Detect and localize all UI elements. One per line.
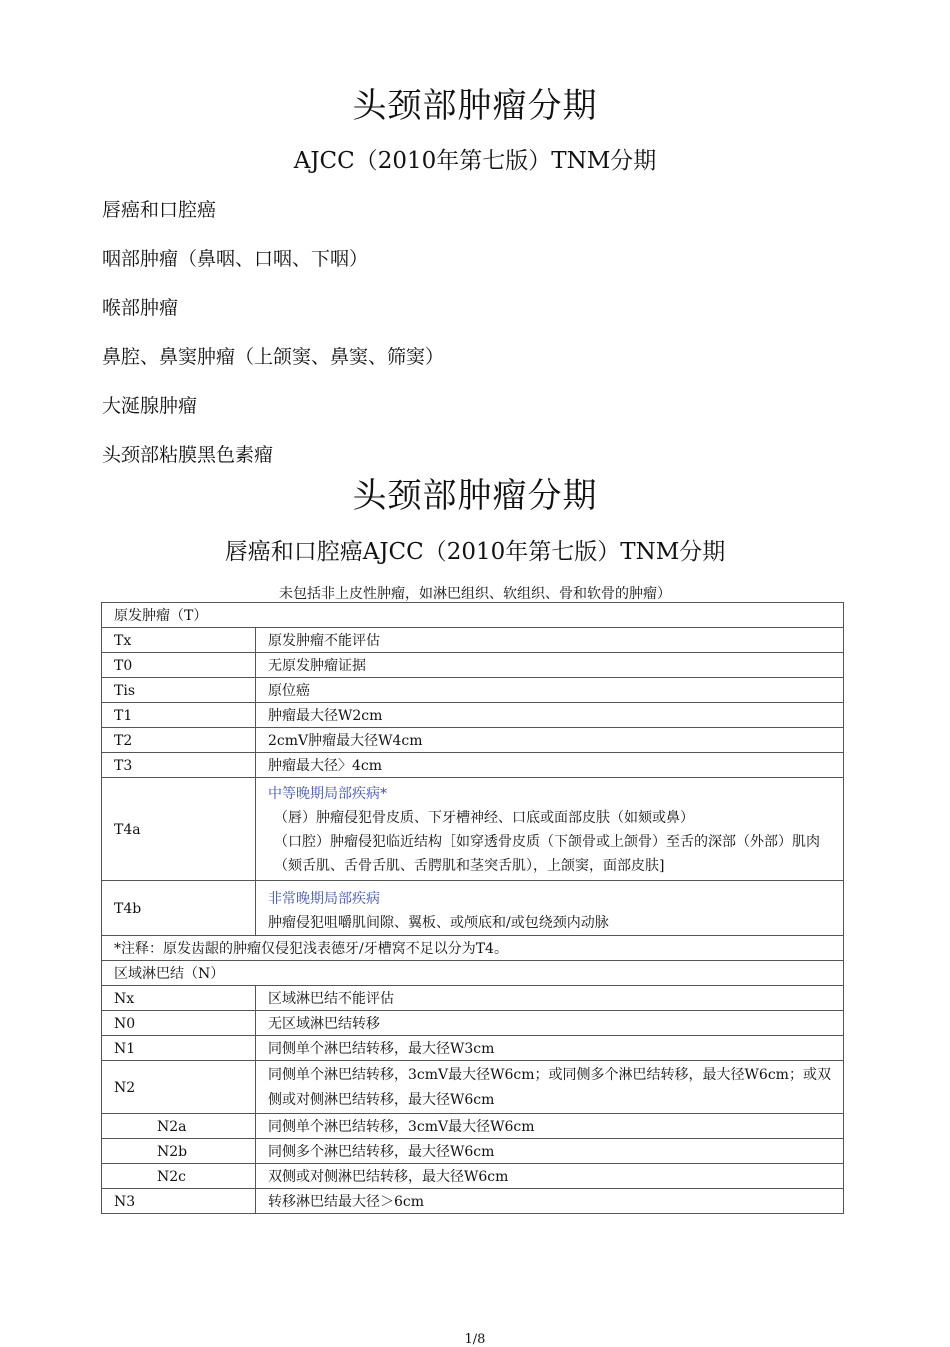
stage-code: N2c	[102, 1164, 256, 1189]
table-row	[102, 653, 844, 678]
t-footnote: *注释：原发齿龈的肿瘤仅侵犯浅表德牙/牙槽窝不足以分为T4。	[102, 936, 844, 961]
stage-description: 无区域淋巴结转移	[256, 1011, 844, 1036]
table-row	[102, 936, 844, 961]
stage-description: 肿瘤最大径W2cm	[256, 703, 844, 728]
stage-description	[256, 881, 844, 936]
stage-code: N0	[102, 1011, 256, 1036]
table-row	[102, 753, 844, 778]
t4a-oral-text: （口腔）肿瘤侵犯临近结构［如穿透骨皮质（下颌骨或上颌骨）至舌的深部（外部）肌肉（颏舌肌、舌骨舌肌、舌腭肌和茎突舌肌），上颌窦，面部皮肤]	[274, 834, 820, 874]
table-row	[102, 881, 844, 936]
stage-description: 肿瘤最大径〉4cm	[256, 753, 844, 778]
stage-code: T3	[102, 753, 256, 778]
table-row	[102, 778, 844, 881]
toc-item: 喉部肿瘤	[102, 297, 179, 319]
stage-code: N2b	[102, 1139, 256, 1164]
stage-code: N1	[102, 1036, 256, 1061]
toc-item: 唇癌和口腔癌	[102, 199, 217, 221]
stage-code: Tis	[102, 678, 256, 703]
stage-code: T1	[102, 703, 256, 728]
exclusion-note: 未包括非上皮性肿瘤，如淋巴组织、软组织、骨和软骨的肿瘤）	[279, 586, 671, 602]
table-row	[102, 986, 844, 1011]
stage-description: 同侧单个淋巴结转移，3cmV最大径W6cm；或同侧多个淋巴结转移，最大径W6cm；或双侧或对侧淋巴结转移，最大径W6cm	[256, 1061, 844, 1114]
table-row	[102, 728, 844, 753]
stage-code: N2a	[102, 1114, 256, 1139]
cover-subtitle: AJCC（2010年第七版）TNM分期	[293, 148, 657, 174]
n-section-header: 区域淋巴结（N）	[102, 961, 844, 986]
stage-description: 转移淋巴结最大径＞6cm	[256, 1189, 844, 1214]
table-row	[102, 1061, 844, 1114]
stage-description: 区域淋巴结不能评估	[256, 986, 844, 1011]
stage-description: 同侧多个淋巴结转移，最大径W6cm	[256, 1139, 844, 1164]
table-row	[102, 961, 844, 986]
stage-code: T2	[102, 728, 256, 753]
stage-description: 无原发肿瘤证据	[256, 653, 844, 678]
stage-description: 同侧单个淋巴结转移，最大径W3cm	[256, 1036, 844, 1061]
page-number: 1/8	[464, 1332, 486, 1347]
toc-item: 大涎腺肿瘤	[102, 395, 198, 417]
table-row	[102, 603, 844, 628]
stage-description: 原发肿瘤不能评估	[256, 628, 844, 653]
stage-description: 同侧单个淋巴结转移，3cmV最大径W6cm	[256, 1114, 844, 1139]
table-row	[102, 1139, 844, 1164]
toc-item: 头颈部粘膜黑色素瘤	[102, 444, 274, 466]
table-row	[102, 1036, 844, 1061]
stage-code: N3	[102, 1189, 256, 1214]
stage-code: T4b	[102, 881, 256, 936]
stage-code: T0	[102, 653, 256, 678]
stage-code: N2	[102, 1061, 256, 1114]
section-subtitle: 唇癌和口腔癌AJCC（2010年第七版）TNM分期	[224, 539, 726, 565]
table-row	[102, 1164, 844, 1189]
table-row	[102, 678, 844, 703]
stage-description: 原位癌	[256, 678, 844, 703]
stage-code: Nx	[102, 986, 256, 1011]
stage-code: Tx	[102, 628, 256, 653]
toc-item: 鼻腔、鼻窦肿瘤（上颌窦、鼻窦、筛窦）	[102, 346, 445, 368]
cover-title: 头颈部肿瘤分期	[352, 86, 598, 126]
stage-code: T4a	[102, 778, 256, 881]
t-section-header: 原发肿瘤（T）	[102, 603, 844, 628]
table-row	[102, 1011, 844, 1036]
t4b-text: 肿瘤侵犯咀嚼肌间隙、翼板、或颅底和/或包绕颈内动脉	[268, 915, 609, 931]
stage-description	[256, 778, 844, 881]
stage-description: 2cmV肿瘤最大径W4cm	[256, 728, 844, 753]
table-row	[102, 1114, 844, 1139]
t4a-heading: 中等晚期局部疾病*	[268, 786, 387, 802]
section-title: 头颈部肿瘤分期	[352, 476, 598, 516]
table-row	[102, 703, 844, 728]
stage-description: 双侧或对侧淋巴结转移，最大径W6cm	[256, 1164, 844, 1189]
tnm-staging-table	[101, 602, 844, 1214]
table-row	[102, 628, 844, 653]
table-row	[102, 1189, 844, 1214]
t4b-heading: 非常晚期局部疾病	[268, 891, 380, 907]
t4a-lip-text: （唇）肿瘤侵犯骨皮质、下牙槽神经、口底或面部皮肤（如颏或鼻）	[274, 810, 694, 826]
toc-item: 咽部肿瘤（鼻咽、口咽、下咽）	[102, 248, 369, 270]
